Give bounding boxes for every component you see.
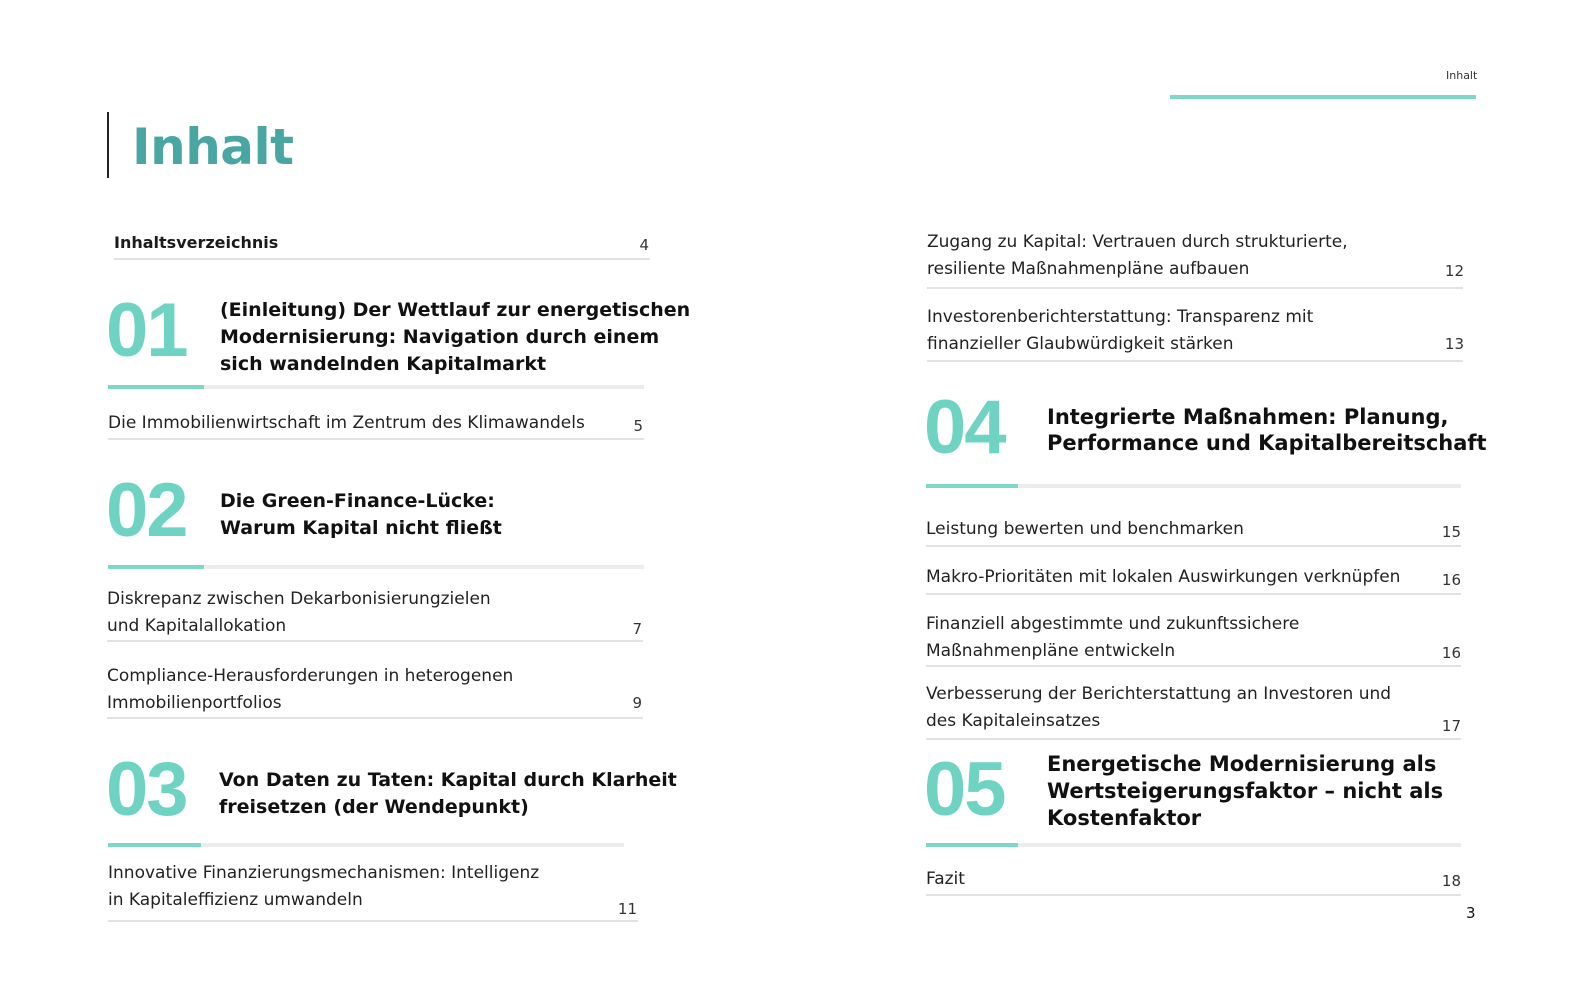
divider bbox=[114, 258, 650, 260]
chapter-number: 01 bbox=[106, 288, 187, 373]
divider bbox=[107, 717, 643, 719]
chapter-number: 04 bbox=[924, 385, 1005, 470]
divider bbox=[108, 438, 644, 440]
divider bbox=[926, 665, 1461, 667]
accent-bar bbox=[926, 843, 1018, 847]
divider bbox=[926, 738, 1461, 740]
title-bar bbox=[107, 112, 109, 178]
toc-heading-page: 4 bbox=[639, 236, 649, 254]
divider bbox=[107, 640, 643, 642]
header-label: Inhalt bbox=[1446, 69, 1478, 82]
toc-entry[interactable]: Zugang zu Kapital: Vertrauen durch strukturierte, resiliente Maßnahmenpläne aufbauen bbox=[927, 232, 1348, 279]
accent-bar bbox=[926, 484, 1018, 488]
page-title: Inhalt bbox=[132, 118, 294, 176]
toc-entry[interactable]: Die Immobilienwirtschaft im Zentrum des Klimawandels bbox=[108, 413, 585, 433]
divider bbox=[926, 593, 1461, 595]
chapter-title[interactable]: Von Daten zu Taten: Kapital durch Klarheit freisetzen (der Wendepunkt) bbox=[219, 769, 677, 818]
toc-entry-page: 18 bbox=[1441, 872, 1461, 890]
divider bbox=[926, 894, 1461, 896]
toc-entry-page: 9 bbox=[632, 694, 642, 712]
toc-entry-page: 7 bbox=[632, 620, 642, 638]
toc-entry[interactable]: Leistung bewerten und benchmarken bbox=[926, 519, 1244, 539]
divider bbox=[927, 360, 1463, 362]
page-number: 3 bbox=[1466, 904, 1476, 922]
divider bbox=[108, 920, 638, 922]
accent-bar bbox=[108, 565, 204, 569]
toc-entry-page: 11 bbox=[617, 900, 637, 918]
chapter-number: 05 bbox=[924, 747, 1005, 832]
accent-bar bbox=[108, 385, 204, 389]
toc-entry[interactable]: Finanziell abgestimmte und zukunftssichere Maßnahmenpläne entwickeln bbox=[926, 614, 1300, 661]
divider bbox=[927, 287, 1463, 289]
toc-entry[interactable]: Innovative Finanzierungsmechanismen: Intelligenz in Kapitaleffizienz umwandeln bbox=[108, 863, 540, 910]
header-rule bbox=[1170, 95, 1476, 99]
toc-entry-page: 12 bbox=[1444, 262, 1464, 280]
toc-entry[interactable]: Diskrepanz zwischen Dekarbonisierungzielen und Kapitalallokation bbox=[107, 589, 491, 636]
toc-entry[interactable]: Compliance-Herausforderungen in heterogenen Immobilienportfolios bbox=[107, 666, 514, 713]
toc-entry-page: 5 bbox=[633, 417, 643, 435]
chapter-title[interactable]: Integrierte Maßnahmen: Planung, Performance und Kapitalbereitschaft bbox=[1047, 405, 1487, 455]
chapter-number: 03 bbox=[106, 747, 187, 832]
toc-entry-page: 13 bbox=[1444, 335, 1464, 353]
chapter-title[interactable]: Die Green-Finance-Lücke: Warum Kapital nicht fließt bbox=[220, 490, 502, 539]
toc-entry-page: 16 bbox=[1441, 571, 1461, 589]
chapter-number: 02 bbox=[106, 468, 187, 553]
toc-entry-page: 17 bbox=[1441, 717, 1461, 735]
toc-entry[interactable]: Fazit bbox=[926, 869, 965, 889]
divider bbox=[926, 545, 1461, 547]
toc-entry[interactable]: Investorenberichterstattung: Transparenz mit finanzieller Glaubwürdigkeit stärken bbox=[927, 307, 1314, 354]
accent-bar bbox=[108, 843, 201, 847]
toc-entry[interactable]: Verbesserung der Berichterstattung an Investoren und des Kapitaleinsatzes bbox=[926, 684, 1392, 731]
toc-heading[interactable]: Inhaltsverzeichnis bbox=[114, 233, 279, 252]
chapter-title[interactable]: (Einleitung) Der Wettlauf zur energetischen Modernisierung: Navigation durch einem sich wandelnden Kapitalmarkt bbox=[220, 299, 691, 375]
toc-entry-page: 16 bbox=[1441, 644, 1461, 662]
toc-entry[interactable]: Makro-Prioritäten mit lokalen Auswirkungen verknüpfen bbox=[926, 567, 1401, 587]
chapter-title[interactable]: Energetische Modernisierung als Wertsteigerungsfaktor – nicht als Kostenfaktor bbox=[1047, 752, 1444, 830]
toc-entry-page: 15 bbox=[1441, 523, 1461, 541]
